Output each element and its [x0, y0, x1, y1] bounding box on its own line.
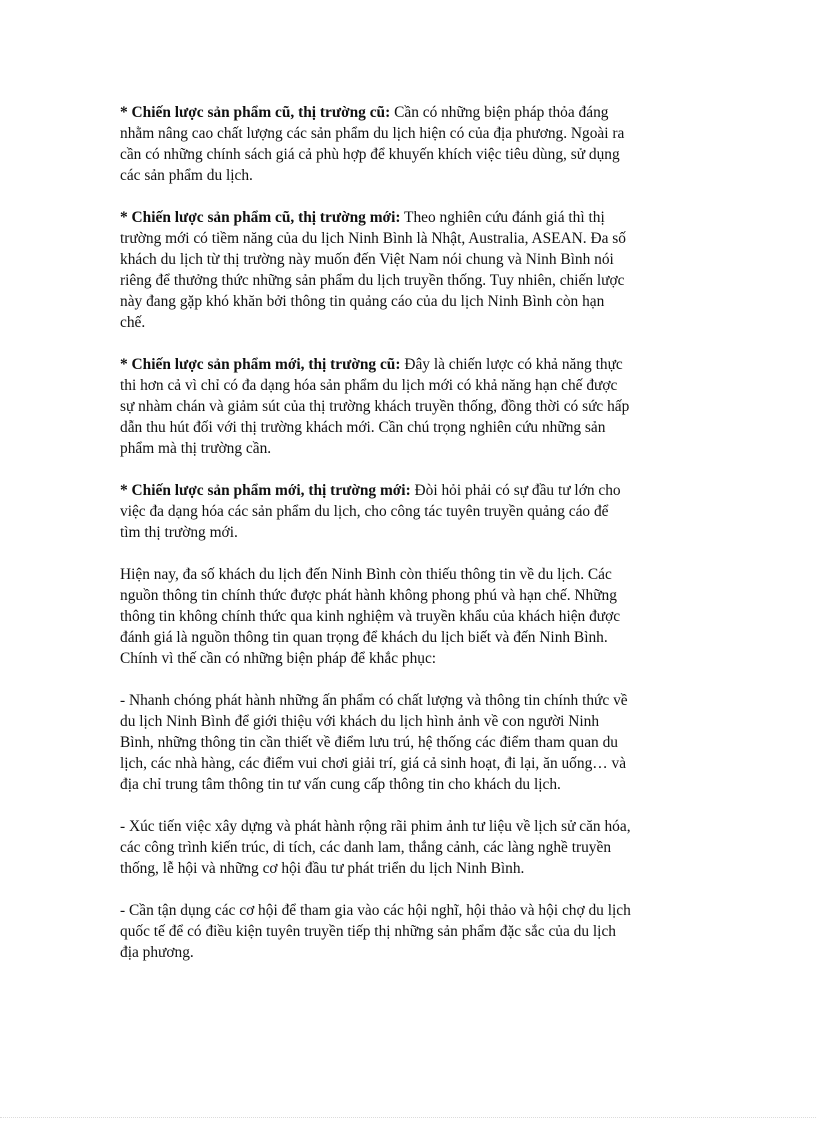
text-line: [120, 144, 700, 165]
text-line: [120, 228, 700, 249]
text-line: [120, 774, 700, 795]
line-text: nguồn thông tin chính thức được phát hành không phong phú và hạn chế. Những: [120, 587, 617, 604]
paragraph: [120, 564, 700, 669]
text-line: [120, 375, 700, 396]
text-line: [120, 396, 700, 417]
line-text: riêng để thưởng thức những sản phẩm du lịch truyền thống. Tuy nhiên, chiến lược: [120, 272, 625, 289]
text-line: [120, 123, 700, 144]
text-line: [120, 648, 700, 669]
line-text: quốc tế để có điều kiện tuyên truyền tiếp thị những sản phẩm đặc sắc của du lịch: [120, 923, 616, 940]
text-line: [120, 900, 700, 921]
line-text: thi hơn cả vì chỉ có đa dạng hóa sản phẩm du lịch mới có khả năng hạn chế được: [120, 377, 618, 394]
line-text: này đang gặp khó khăn bởi thông tin quảng cáo của du lịch Ninh Bình còn hạn: [120, 293, 605, 310]
text-line: [120, 627, 700, 648]
strategy-heading: * Chiến lược sản phẩm mới, thị trường cũ:: [120, 356, 401, 373]
paragraph: [120, 102, 700, 186]
text-line: [120, 522, 700, 543]
document-page: [120, 102, 700, 984]
line-text: - Nhanh chóng phát hành những ấn phẩm có chất lượng và thông tin chính thức về: [120, 692, 628, 709]
line-text: các công trình kiến trúc, di tích, các danh lam, thắng cảnh, các làng nghề truyền: [120, 839, 612, 856]
text-line: [120, 585, 700, 606]
text-line: [120, 816, 700, 837]
line-text: Chính vì thế cần có những biện pháp để khắc phục:: [120, 650, 437, 667]
text-line: [120, 732, 700, 753]
text-line: [120, 312, 700, 333]
paragraph: [120, 207, 700, 333]
line-text: đánh giá là nguồn thông tin quan trọng để khách du lịch biết và đến Ninh Bình.: [120, 629, 608, 646]
line-text: lịch, các nhà hàng, các điểm vui chơi giải trí, giá cả sinh hoạt, đi lại, ăn uống… và: [120, 755, 627, 772]
line-text: du lịch Ninh Bình để giới thiệu với khách du lịch hình ảnh về con người Ninh: [120, 713, 600, 730]
text-line: [120, 249, 700, 270]
paragraph: [120, 354, 700, 459]
line-text: địa chỉ trung tâm thông tin tư vấn cung cấp thông tin cho khách du lịch.: [120, 776, 561, 793]
text-line: [120, 690, 700, 711]
text-line: [120, 438, 700, 459]
paragraph: [120, 480, 700, 543]
line-text: nhằm nâng cao chất lượng các sản phẩm du lịch hiện có của địa phương. Ngoài ra: [120, 125, 625, 142]
line-text: khách du lịch từ thị trường này muốn đến Việt Nam nói chung và Ninh Bình nói: [120, 251, 614, 268]
line-text: Cần có những biện pháp thỏa đáng: [390, 104, 609, 121]
line-text: - Xúc tiến việc xây dựng và phát hành rộng rãi phim ảnh tư liệu về lịch sử căn hóa,: [120, 818, 631, 835]
text-line: [120, 165, 700, 186]
line-text: Bình, những thông tin cần thiết về điểm lưu trú, hệ thống các điểm tham quan du: [120, 734, 618, 751]
line-text: tìm thị trường mới.: [120, 524, 238, 541]
text-line: [120, 417, 700, 438]
text-line: [120, 921, 700, 942]
line-text: phẩm mà thị trường cần.: [120, 440, 272, 457]
text-line: [120, 207, 700, 228]
line-text: chế.: [120, 314, 146, 331]
strategy-heading: * Chiến lược sản phẩm cũ, thị trường cũ:: [120, 104, 391, 121]
text-line: [120, 564, 700, 585]
paragraph: [120, 816, 700, 879]
paragraph: [120, 900, 700, 963]
text-line: [120, 858, 700, 879]
document-body: [120, 102, 700, 963]
line-text: dẫn thu hút đối với thị trường khách mới. Cần chú trọng nghiên cứu những sản: [120, 419, 606, 436]
text-line: [120, 942, 700, 963]
line-text: trường mới có tiềm năng của du lịch Ninh Bình là Nhật, Australia, ASEAN. Đa số: [120, 230, 626, 247]
strategy-heading: * Chiến lược sản phẩm mới, thị trường mới:: [120, 482, 411, 499]
line-text: thống, lễ hội và những cơ hội đầu tư phát triển du lịch Ninh Bình.: [120, 860, 525, 877]
line-text: Theo nghiên cứu đánh giá thì thị: [400, 209, 605, 226]
text-line: [120, 606, 700, 627]
line-text: việc đa dạng hóa các sản phẩm du lịch, cho công tác tuyên truyền quảng cáo để: [120, 503, 609, 520]
text-line: [120, 501, 700, 522]
line-text: cần có những chính sách giá cả phù hợp để khuyến khích việc tiêu dùng, sử dụng: [120, 146, 620, 163]
text-line: [120, 354, 700, 375]
line-text: - Cần tận dụng các cơ hội để tham gia vào các hội nghĩ, hội thảo và hội chợ du lịch: [120, 902, 631, 919]
line-text: Đòi hỏi phải có sự đầu tư lớn cho: [410, 482, 621, 499]
text-line: [120, 711, 700, 732]
text-line: [120, 102, 700, 123]
text-line: [120, 837, 700, 858]
line-text: Đây là chiến lược có khả năng thực: [400, 356, 623, 373]
page-bottom-divider: [0, 1117, 816, 1118]
line-text: Hiện nay, đa số khách du lịch đến Ninh Bình còn thiếu thông tin về du lịch. Các: [120, 566, 612, 583]
strategy-heading: * Chiến lược sản phẩm cũ, thị trường mới:: [120, 209, 401, 226]
text-line: [120, 753, 700, 774]
text-line: [120, 291, 700, 312]
text-line: [120, 480, 700, 501]
paragraph: [120, 690, 700, 795]
line-text: sự nhàm chán và giảm sút của thị trường khách truyền thống, đồng thời có sức hấp: [120, 398, 630, 415]
text-line: [120, 270, 700, 291]
line-text: thông tin không chính thức qua kinh nghiệm và truyền khẩu của khách hiện được: [120, 608, 621, 625]
line-text: địa phương.: [120, 944, 194, 961]
line-text: các sản phẩm du lịch.: [120, 167, 253, 184]
